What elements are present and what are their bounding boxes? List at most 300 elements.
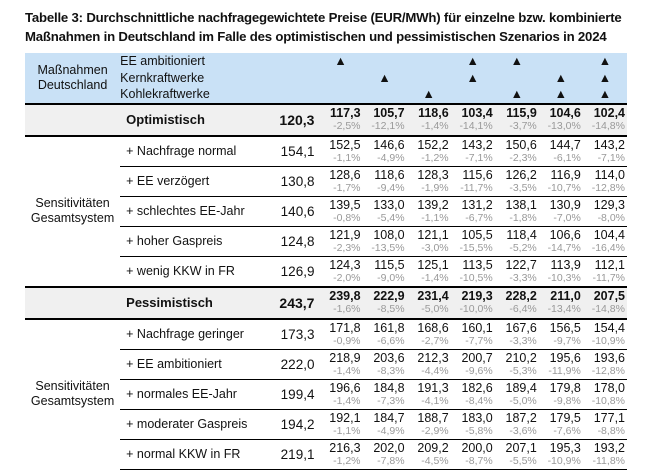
- price-value: 195,6: [549, 350, 581, 365]
- sensitivity-label: + wenig KKW in FR: [120, 256, 265, 287]
- price-value: 200,7: [461, 350, 493, 365]
- value-cell: [363, 349, 407, 379]
- percent-change: -5,3%: [509, 364, 537, 377]
- value-cell: [407, 319, 451, 350]
- price-value: 133,0: [373, 197, 405, 212]
- percent-change: -13,0%: [547, 120, 581, 132]
- percent-change: -5,2%: [509, 241, 537, 254]
- price-value: 218,9: [329, 350, 361, 365]
- empty-cell: [25, 104, 120, 136]
- percent-change: -11,7%: [460, 181, 493, 194]
- base-value: 140,6: [265, 196, 318, 226]
- price-value: 152,5: [329, 137, 361, 152]
- price-value: 129,3: [593, 197, 625, 212]
- percent-change: -2,3%: [509, 151, 537, 164]
- measure-label: Kohlekraftwerke: [120, 86, 265, 104]
- percent-change: -5,0%: [509, 394, 537, 407]
- percent-change: -10,9%: [591, 334, 625, 347]
- value-cell: [363, 287, 407, 319]
- price-value: 177,1: [593, 410, 625, 425]
- percent-change: -14,1%: [459, 120, 493, 132]
- value-cell: [583, 439, 627, 469]
- price-value: 184,7: [373, 410, 405, 425]
- price-value: 126,2: [505, 167, 537, 182]
- price-value: 207,1: [505, 440, 537, 455]
- percent-change: -8,0%: [597, 211, 625, 224]
- price-value: 150,6: [505, 137, 537, 152]
- percent-change: -7,0%: [553, 211, 581, 224]
- percent-change: -3,3%: [509, 334, 537, 347]
- percent-change: -4,9%: [377, 424, 405, 437]
- value-cell: [451, 166, 495, 196]
- triangle-marker-icon: ▲: [451, 70, 495, 87]
- percent-change: -6,1%: [553, 151, 581, 164]
- value-cell: [495, 287, 539, 319]
- value-cell: [495, 409, 539, 439]
- percent-change: -5,8%: [465, 424, 493, 437]
- triangle-marker-icon: ▲: [583, 53, 627, 70]
- percent-change: -1,9%: [421, 181, 449, 194]
- price-value: 139,2: [417, 197, 449, 212]
- triangle-marker-icon: ▲: [451, 53, 495, 70]
- triangle-marker-icon: ▲: [363, 70, 407, 87]
- base-value: 124,8: [265, 226, 318, 256]
- percent-change: -1,4%: [333, 364, 361, 377]
- scenario-row: [25, 287, 627, 319]
- value-cell: [583, 104, 627, 136]
- price-value: 196,6: [329, 380, 361, 395]
- value-cell: [495, 349, 539, 379]
- measure-label: EE ambitioniert: [120, 53, 265, 70]
- base-value: 120,3: [265, 104, 318, 136]
- price-value: 228,2: [505, 289, 537, 303]
- percent-change: -7,1%: [597, 151, 625, 164]
- percent-change: -9,0%: [377, 271, 405, 284]
- base-value: 154,1: [265, 136, 318, 167]
- sensitivity-row: [25, 319, 627, 350]
- price-value: 144,7: [549, 137, 581, 152]
- value-cell: [318, 104, 362, 136]
- percent-change: -8,4%: [465, 394, 493, 407]
- price-value: 191,3: [417, 380, 449, 395]
- percent-change: -4,1%: [421, 394, 449, 407]
- percent-change: -10,7%: [547, 181, 581, 194]
- value-cell: [583, 226, 627, 256]
- price-value: 212,3: [417, 350, 449, 365]
- price-value: 124,3: [329, 257, 361, 272]
- price-value: 116,9: [550, 167, 581, 182]
- percent-change: -16,4%: [591, 241, 625, 254]
- empty-cell: [539, 53, 583, 70]
- price-value: 210,2: [505, 350, 537, 365]
- value-cell: [583, 379, 627, 409]
- empty-cell: [495, 70, 539, 87]
- value-cell: [539, 319, 583, 350]
- value-cell: [539, 136, 583, 167]
- percent-change: -1,4%: [421, 271, 449, 284]
- value-cell: [407, 349, 451, 379]
- value-cell: [363, 196, 407, 226]
- percent-change: -12,8%: [591, 364, 625, 377]
- value-cell: [495, 226, 539, 256]
- price-value: 193,2: [593, 440, 625, 455]
- value-cell: [539, 379, 583, 409]
- triangle-marker-icon: ▲: [407, 86, 451, 104]
- sensitivity-label: + normales EE-Jahr: [120, 379, 265, 409]
- value-cell: [539, 349, 583, 379]
- percent-change: -10,3%: [547, 271, 581, 284]
- value-cell: [539, 166, 583, 196]
- price-value: 154,4: [593, 320, 625, 335]
- value-cell: [363, 439, 407, 469]
- percent-change: -9,4%: [377, 181, 405, 194]
- price-value: 193,6: [593, 350, 625, 365]
- price-value: 188,7: [417, 410, 449, 425]
- value-cell: [451, 226, 495, 256]
- percent-change: -8,5%: [377, 303, 405, 315]
- sensitivity-label: + EE verzögert: [120, 166, 265, 196]
- value-cell: [318, 226, 362, 256]
- percent-change: -11,7%: [592, 271, 625, 284]
- value-cell: [539, 226, 583, 256]
- triangle-marker-icon: ▲: [495, 86, 539, 104]
- value-cell: [318, 166, 362, 196]
- percent-change: -1,8%: [509, 211, 537, 224]
- price-value: 179,8: [549, 380, 581, 395]
- price-value: 211,0: [550, 289, 581, 303]
- percent-change: -14,8%: [591, 120, 625, 132]
- price-value: 131,2: [461, 197, 493, 212]
- price-value: 207,5: [593, 289, 625, 303]
- price-value: 114,0: [594, 167, 625, 182]
- sensitivity-label: + normal KKW in FR: [120, 439, 265, 469]
- triangle-marker-icon: ▲: [539, 86, 583, 104]
- price-value: 160,1: [461, 320, 493, 335]
- value-cell: [451, 379, 495, 409]
- percent-change: -2,0%: [333, 271, 361, 284]
- triangle-marker-icon: ▲: [583, 86, 627, 104]
- percent-change: -7,6%: [553, 424, 581, 437]
- value-cell: [451, 409, 495, 439]
- percent-change: -4,9%: [377, 151, 405, 164]
- percent-change: -2,5%: [333, 120, 361, 132]
- value-cell: [363, 319, 407, 350]
- value-cell: [495, 256, 539, 287]
- price-value: 189,4: [505, 380, 537, 395]
- triangle-marker-icon: ▲: [495, 53, 539, 70]
- header-group-label: Maßnahmen Deutschland: [25, 53, 120, 104]
- price-value: 167,6: [505, 320, 537, 335]
- sensitivity-row: [25, 136, 627, 167]
- value-cell: [318, 287, 362, 319]
- price-value: 105,7: [373, 106, 405, 120]
- value-cell: [451, 439, 495, 469]
- price-value: 121,9: [329, 227, 361, 242]
- price-value: 146,6: [373, 137, 405, 152]
- value-cell: [363, 104, 407, 136]
- percent-change: -5,5%: [509, 454, 537, 467]
- base-value: 243,7: [265, 287, 318, 319]
- empty-cell: [25, 287, 120, 319]
- price-value: 121,1: [417, 227, 449, 242]
- price-value: 183,0: [461, 410, 493, 425]
- percent-change: -13,4%: [547, 303, 581, 315]
- price-value: 168,6: [417, 320, 449, 335]
- percent-change: -10,0%: [459, 303, 493, 315]
- value-cell: [363, 379, 407, 409]
- table-title: Tabelle 3: Durchschnittliche nachfragegewichtete Preise (EUR/MWh) für einzelne bzw. kombinierte Maßnahmen in Deutschland im Falle des optimistischen und pessimistischen Szenarios in 2024: [25, 10, 622, 44]
- value-cell: [318, 196, 362, 226]
- percent-change: -7,7%: [465, 334, 493, 347]
- triangle-marker-icon: ▲: [539, 70, 583, 87]
- sensitivity-label: + Nachfrage normal: [120, 136, 265, 167]
- measure-label: Kernkraftwerke: [120, 70, 265, 87]
- price-value: 102,4: [593, 106, 625, 120]
- percent-change: -1,1%: [333, 151, 361, 164]
- percent-change: -2,3%: [333, 241, 361, 254]
- price-value: 216,3: [329, 440, 361, 455]
- price-value: 122,7: [505, 257, 537, 272]
- percent-change: -8,3%: [377, 364, 405, 377]
- price-value: 108,0: [373, 227, 405, 242]
- value-cell: [407, 166, 451, 196]
- percent-change: -1,1%: [421, 211, 449, 224]
- base-value: 219,1: [265, 439, 318, 469]
- percent-change: -10,8%: [591, 394, 625, 407]
- value-cell: [318, 379, 362, 409]
- price-value: 143,2: [593, 137, 625, 152]
- empty-cell: [363, 86, 407, 104]
- price-value: 115,5: [374, 257, 405, 272]
- percent-change: -9,6%: [465, 364, 493, 377]
- spacer: [265, 70, 318, 87]
- sensitivity-label: + Nachfrage geringer: [120, 319, 265, 350]
- percent-change: -9,7%: [553, 334, 581, 347]
- value-cell: [451, 287, 495, 319]
- base-value: 126,9: [265, 256, 318, 287]
- value-cell: [583, 166, 627, 196]
- percent-change: -12,8%: [591, 181, 625, 194]
- group-label: Sensitivitäten Gesamtsystem: [25, 136, 120, 287]
- price-value: 231,4: [417, 289, 449, 303]
- percent-change: -5,0%: [421, 303, 449, 315]
- price-value: 195,3: [549, 440, 581, 455]
- price-value: 222,9: [373, 289, 405, 303]
- price-value: 115,6: [462, 167, 493, 182]
- value-cell: [407, 256, 451, 287]
- value-cell: [539, 409, 583, 439]
- value-cell: [407, 379, 451, 409]
- value-cell: [495, 136, 539, 167]
- percent-change: -1,4%: [333, 394, 361, 407]
- base-value: 194,2: [265, 409, 318, 439]
- percent-change: -1,1%: [333, 424, 361, 437]
- percent-change: -0,9%: [333, 334, 361, 347]
- value-cell: [363, 136, 407, 167]
- value-cell: [539, 287, 583, 319]
- price-value: 143,2: [461, 137, 493, 152]
- triangle-marker-icon: ▲: [583, 70, 627, 87]
- percent-change: -2,9%: [421, 424, 449, 437]
- percent-change: -2,7%: [421, 334, 449, 347]
- value-cell: [495, 104, 539, 136]
- price-value: 139,5: [329, 197, 361, 212]
- price-value: 118,4: [506, 227, 537, 242]
- value-cell: [407, 104, 451, 136]
- price-value: 113,5: [462, 257, 493, 272]
- value-cell: [318, 439, 362, 469]
- price-value: 128,3: [417, 167, 449, 182]
- value-cell: [451, 319, 495, 350]
- price-value: 182,6: [461, 380, 493, 395]
- value-cell: [407, 136, 451, 167]
- value-cell: [583, 196, 627, 226]
- price-value: 239,8: [329, 289, 361, 303]
- price-value: 178,0: [593, 380, 625, 395]
- value-cell: [407, 196, 451, 226]
- percent-change: -7,3%: [377, 394, 405, 407]
- spacer: [265, 53, 318, 70]
- base-value: 173,3: [265, 319, 318, 350]
- value-cell: [451, 256, 495, 287]
- price-value: 209,2: [417, 440, 449, 455]
- percent-change: -3,6%: [509, 424, 537, 437]
- percent-change: -1,7%: [333, 181, 361, 194]
- price-value: 118,6: [374, 167, 405, 182]
- sensitivity-label: + schlechtes EE-Jahr: [120, 196, 265, 226]
- price-value: 156,5: [549, 320, 581, 335]
- percent-change: -10,5%: [459, 271, 493, 284]
- percent-change: -4,5%: [421, 454, 449, 467]
- value-cell: [318, 349, 362, 379]
- value-cell: [495, 379, 539, 409]
- value-cell: [363, 409, 407, 439]
- sensitivity-label: + hoher Gaspreis: [120, 226, 265, 256]
- percent-change: -13,5%: [371, 241, 405, 254]
- percent-change: -7,8%: [377, 454, 405, 467]
- percent-change: -3,5%: [509, 181, 537, 194]
- price-table: [25, 53, 627, 470]
- price-value: 192,1: [329, 410, 361, 425]
- price-value: 105,5: [461, 227, 493, 242]
- percent-change: -1,4%: [421, 120, 449, 132]
- scenario-label: Optimistisch: [120, 104, 265, 136]
- empty-cell: [451, 86, 495, 104]
- value-cell: [407, 439, 451, 469]
- percent-change: -8,8%: [597, 424, 625, 437]
- price-value: 125,1: [417, 257, 449, 272]
- percent-change: -14,7%: [547, 241, 581, 254]
- value-cell: [407, 226, 451, 256]
- price-value: 184,8: [373, 380, 405, 395]
- price-value: 112,1: [594, 257, 625, 272]
- spacer: [265, 86, 318, 104]
- price-value: 171,8: [329, 320, 361, 335]
- value-cell: [318, 319, 362, 350]
- value-cell: [363, 166, 407, 196]
- value-cell: [318, 256, 362, 287]
- value-cell: [539, 104, 583, 136]
- value-cell: [583, 256, 627, 287]
- percent-change: -6,4%: [509, 303, 537, 315]
- value-cell: [539, 196, 583, 226]
- price-value: 104,6: [549, 106, 581, 120]
- price-value: 219,3: [461, 289, 493, 303]
- value-cell: [539, 439, 583, 469]
- value-cell: [495, 439, 539, 469]
- percent-change: -6,7%: [465, 211, 493, 224]
- group-label: Sensitivitäten Gesamtsystem: [25, 319, 120, 470]
- triangle-marker-icon: ▲: [318, 53, 362, 70]
- percent-change: -14,8%: [591, 303, 625, 315]
- sensitivity-label: + EE ambitioniert: [120, 349, 265, 379]
- base-value: 130,8: [265, 166, 318, 196]
- percent-change: -10,9%: [547, 454, 581, 467]
- value-cell: [495, 166, 539, 196]
- scenario-label: Pessimistisch: [120, 287, 265, 319]
- value-cell: [583, 287, 627, 319]
- scenario-row: [25, 104, 627, 136]
- empty-cell: [407, 53, 451, 70]
- value-cell: [451, 136, 495, 167]
- price-value: 161,8: [373, 320, 405, 335]
- price-value: 117,3: [329, 106, 361, 120]
- percent-change: -12,1%: [371, 120, 405, 132]
- price-value: 203,6: [373, 350, 405, 365]
- percent-change: -1,6%: [333, 303, 361, 315]
- value-cell: [451, 196, 495, 226]
- price-value: 179,5: [549, 410, 581, 425]
- empty-cell: [363, 53, 407, 70]
- value-cell: [451, 104, 495, 136]
- value-cell: [539, 256, 583, 287]
- value-cell: [407, 409, 451, 439]
- price-value: 128,6: [329, 167, 361, 182]
- header-row-measure: [25, 53, 627, 70]
- value-cell: [583, 319, 627, 350]
- percent-change: -11,9%: [548, 364, 581, 377]
- percent-change: -5,4%: [377, 211, 405, 224]
- value-cell: [318, 409, 362, 439]
- price-value: 152,2: [417, 137, 449, 152]
- price-value: 115,9: [506, 106, 537, 120]
- value-cell: [407, 287, 451, 319]
- percent-change: -4,4%: [421, 364, 449, 377]
- percent-change: -1,2%: [421, 151, 449, 164]
- value-cell: [363, 256, 407, 287]
- empty-cell: [407, 70, 451, 87]
- base-value: 199,4: [265, 379, 318, 409]
- value-cell: [495, 196, 539, 226]
- price-value: 138,1: [505, 197, 537, 212]
- value-cell: [451, 349, 495, 379]
- percent-change: -6,6%: [377, 334, 405, 347]
- value-cell: [363, 226, 407, 256]
- percent-change: -3,0%: [421, 241, 449, 254]
- percent-change: -3,3%: [509, 271, 537, 284]
- empty-cell: [318, 70, 362, 87]
- percent-change: -7,1%: [465, 151, 493, 164]
- price-value: 103,4: [461, 106, 493, 120]
- price-value: 113,9: [550, 257, 581, 272]
- percent-change: -15,5%: [459, 241, 493, 254]
- base-value: 222,0: [265, 349, 318, 379]
- price-value: 202,0: [373, 440, 405, 455]
- percent-change: -3,7%: [509, 120, 537, 132]
- empty-cell: [318, 86, 362, 104]
- value-cell: [583, 349, 627, 379]
- value-cell: [495, 319, 539, 350]
